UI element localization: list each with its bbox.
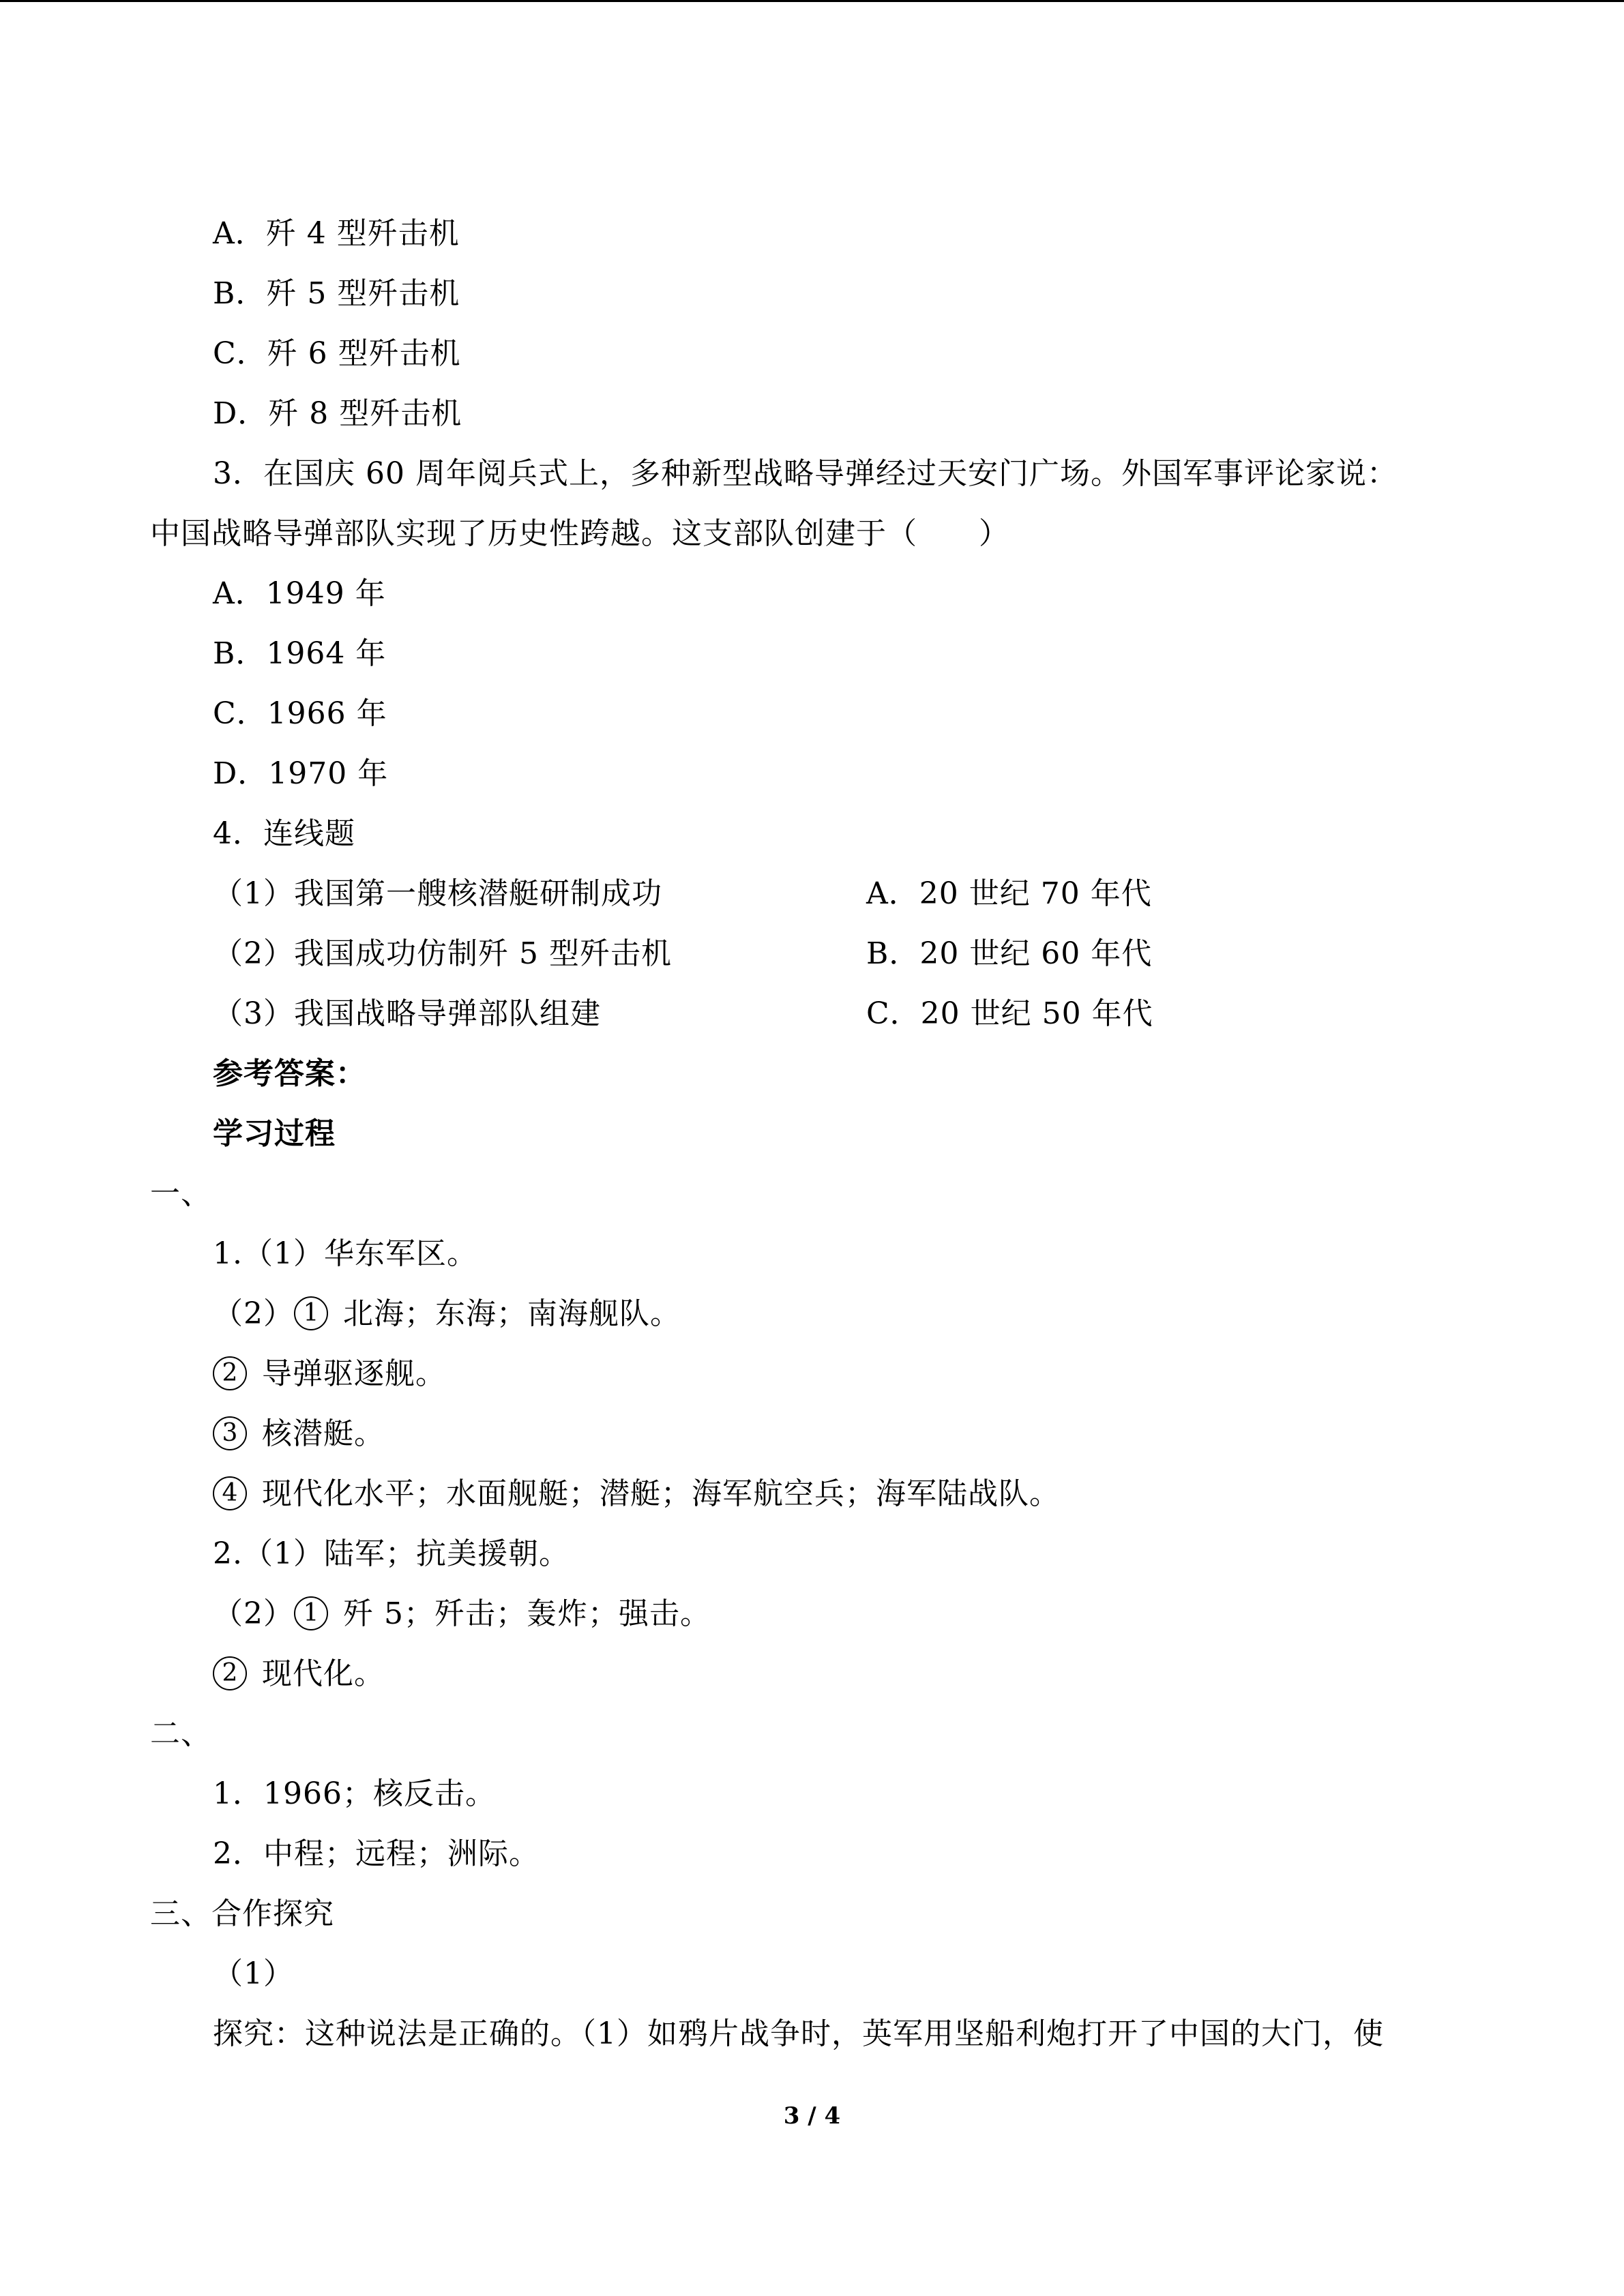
q2-option-d: D．歼 8 型歼击机 <box>213 396 462 431</box>
page-number: 3 / 4 <box>783 2102 841 2130</box>
q2-option-b: B．歼 5 型歼击机 <box>213 276 460 311</box>
answer-1-1-2c <box>213 1414 385 1455</box>
answer-1-1-2b <box>213 1354 446 1395</box>
q4-right-item-a: A．20 世纪 70 年代 <box>866 876 1152 911</box>
q2-option-c: C．歼 6 型歼击机 <box>213 336 461 371</box>
answer-2-1: 1．1966；核反击。 <box>213 1776 496 1811</box>
answer-3-text: 探究：这种说法是正确的。（1）如鸦片战争时，英军用坚船利炮打开了中国的大门，使 <box>213 2016 1384 2051</box>
answer-3-1: （1） <box>213 1956 294 1991</box>
circled-number-3: 3 <box>213 1416 247 1450</box>
q3-stem-line1: 3．在国庆 60 周年阅兵式上，多种新型战略导弹经过天安门广场。外国军事评论家说： <box>213 456 1398 491</box>
q4-right-item-c: C．20 世纪 50 年代 <box>866 996 1153 1031</box>
answer-text: 现代化水平；水面舰艇；潜艇；海军航空兵；海军陆战队。 <box>262 1476 1060 1511</box>
section-2-title: 二、 <box>150 1716 211 1751</box>
q4-title: 4．连线题 <box>213 816 355 851</box>
q4-left-item-3: （3）我国战略导弹部队组建 <box>213 996 601 1031</box>
answer-1-2-2a <box>213 1594 711 1635</box>
q3-option-d: D．1970 年 <box>213 756 389 791</box>
answer-1-1: 1.（1）华东军区。 <box>213 1236 477 1271</box>
answer-1-1-2d <box>213 1474 1060 1515</box>
answers-subheading: 学习过程 <box>213 1116 336 1151</box>
answers-heading: 参考答案： <box>213 1056 366 1091</box>
answer-text: 歼 5；歼击；轰炸；强击。 <box>343 1596 711 1631</box>
circled-number-1: 1 <box>294 1596 328 1630</box>
answer-1-2: 2.（1）陆军；抗美援朝。 <box>213 1536 570 1571</box>
answer-text: 现代化。 <box>262 1656 385 1691</box>
circled-number-1: 1 <box>294 1296 328 1330</box>
answer-2-2: 2．中程；远程；洲际。 <box>213 1836 540 1871</box>
answer-prefix: （2） <box>213 1596 294 1631</box>
q4-left-item-1: （1）我国第一艘核潜艇研制成功 <box>213 876 662 911</box>
q3-option-b: B．1964 年 <box>213 636 387 671</box>
circled-number-2: 2 <box>213 1356 247 1390</box>
q3-option-c: C．1966 年 <box>213 696 387 731</box>
circled-number-4: 4 <box>213 1476 247 1510</box>
answer-text: 北海；东海；南海舰队。 <box>343 1296 681 1331</box>
q3-stem-line2: 中国战略导弹部队实现了历史性跨越。这支部队创建于（ ） <box>150 516 1009 551</box>
answer-text: 导弹驱逐舰。 <box>262 1356 446 1391</box>
section-1-title: 一、 <box>150 1176 211 1211</box>
answer-1-2-2b <box>213 1654 385 1695</box>
answer-text: 核潜艇。 <box>262 1416 385 1451</box>
q4-right-item-b: B．20 世纪 60 年代 <box>866 936 1153 971</box>
answer-1-1-2a <box>213 1294 681 1335</box>
circled-number-2: 2 <box>213 1656 247 1690</box>
answer-prefix: （2） <box>213 1296 294 1331</box>
q2-option-a: A．歼 4 型歼击机 <box>213 216 460 251</box>
section-3-title: 三、合作探究 <box>150 1896 334 1931</box>
top-border <box>0 0 1624 2</box>
q4-left-item-2: （2）我国成功仿制歼 5 型歼击机 <box>213 936 672 971</box>
q3-option-a: A．1949 年 <box>213 576 386 611</box>
